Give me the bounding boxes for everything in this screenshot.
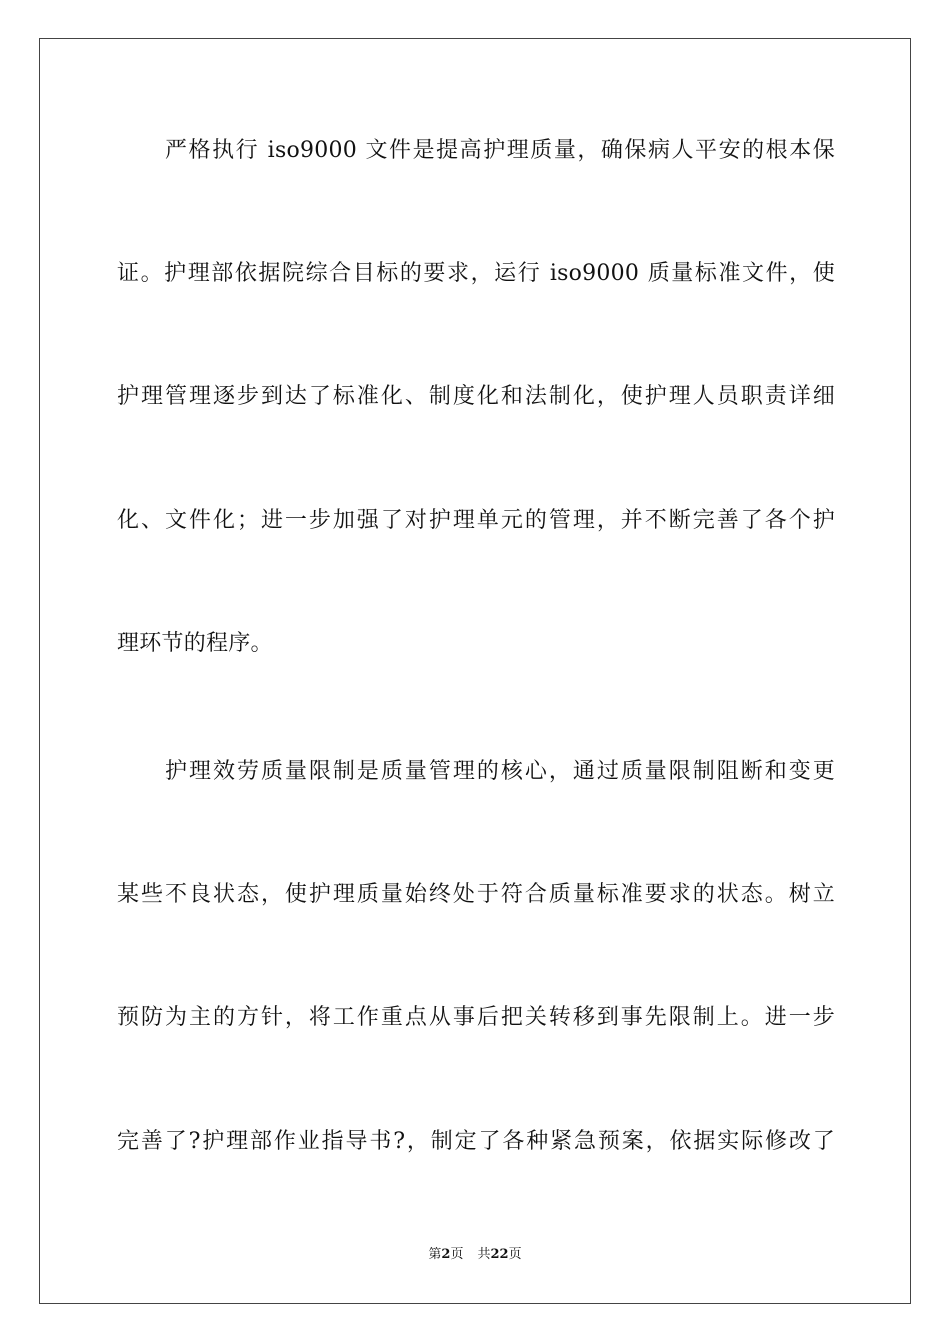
page-prefix: 第 bbox=[428, 1247, 442, 1262]
paragraph-1-line-1: 严格执行 iso9000 文件是提高护理质量，确保病人平安的根本保 bbox=[165, 138, 835, 163]
paragraph-1-line-5: 理环节的程序。 bbox=[117, 631, 273, 656]
page-number: 2 bbox=[441, 1247, 451, 1262]
total-suffix: 页 bbox=[508, 1247, 522, 1262]
paragraph-2-line-4: 完善了?护理部作业指导书?，制定了各种紧急预案，依据实际修改了 bbox=[117, 1129, 835, 1154]
paragraph-2-line-3: 预防为主的方针，将工作重点从事后把关转移到事先限制上。进一步 bbox=[117, 1005, 835, 1030]
total-prefix: 共 bbox=[477, 1247, 491, 1262]
page-suffix: 页 bbox=[450, 1247, 464, 1262]
paragraph-1-line-2: 证。护理部依据院综合目标的要求，运行 iso9000 质量标准文件，使 bbox=[117, 261, 835, 286]
page-border bbox=[39, 38, 911, 1304]
paragraph-2-line-2: 某些不良状态，使护理质量始终处于符合质量标准要求的状态。树立 bbox=[117, 882, 835, 907]
page-footer bbox=[0, 1246, 950, 1264]
paragraph-2-line-1: 护理效劳质量限制是质量管理的核心，通过质量限制阻断和变更 bbox=[165, 759, 835, 784]
total-pages: 22 bbox=[490, 1247, 509, 1262]
paragraph-1-line-4: 化、文件化；进一步加强了对护理单元的管理，并不断完善了各个护 bbox=[117, 508, 835, 533]
paragraph-1-line-3: 护理管理逐步到达了标准化、制度化和法制化，使护理人员职责详细 bbox=[117, 384, 835, 409]
